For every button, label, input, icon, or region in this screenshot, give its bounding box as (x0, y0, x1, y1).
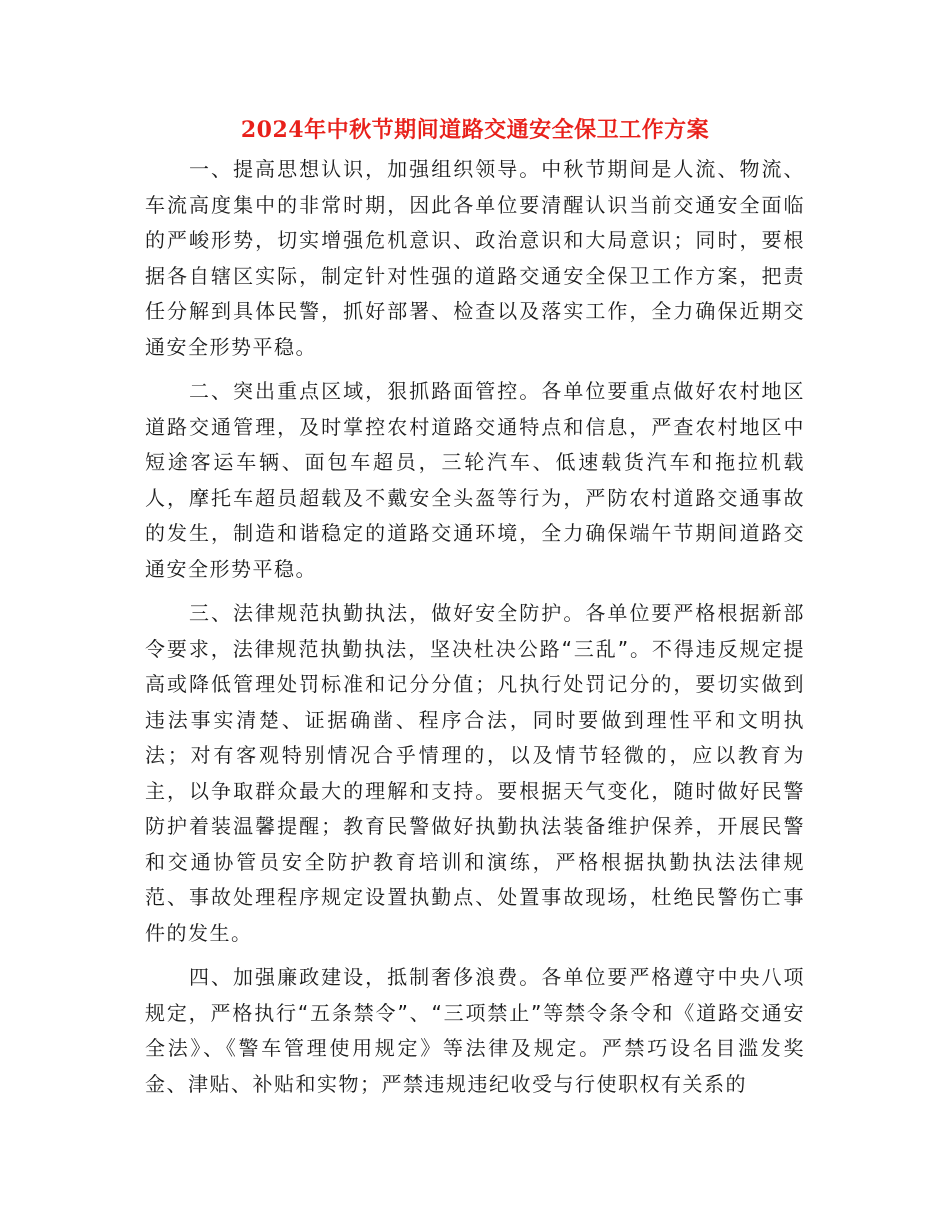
document-title: 2024年中秋节期间道路交通安全保卫工作方案 (240, 117, 710, 143)
paragraph-2: 二、突出重点区域，狠抓路面管控。各单位要重点做好农村地区道路交通管理，及时掌控农村道路交通特点和信息，严查农村地区中短途客运车辆、面包车超员，三轮汽车、低速载货汽车和拖拉机载人，摩托车超员超载及不戴安全头盔等行为，严防农村道路交通事故的发生，制造和谐稳定的道路交通环境，全力确保端午节期间道路交通安全形势平稳。 (145, 379, 805, 581)
paragraph-4: 四、加强廉政建设，抵制奢侈浪费。各单位要严格遵守中央八项规定，严格执行“五条禁令”、“三项禁止”等禁令条令和《道路交通安全法》、《警车管理使用规定》等法律及规定。严禁巧设名目滥发奖金、津贴、补贴和实物；严禁违规违纪收受与行使职权有关系的 (145, 965, 805, 1096)
document-body (145, 152, 805, 1111)
paragraph-3: 三、法律规范执勤执法，做好安全防护。各单位要严格根据新部令要求，法律规范执勤执法，坚决杜决公路“三乱”。不得违反规定提高或降低管理处罚标准和记分分值；凡执行处罚记分的，要切实做到违法事实清楚、证据确凿、程序合法，同时要做到理性平和文明执法；对有客观特别情况合乎情理的，以及情节轻微的，应以教育为主，以争取群众最大的理解和支持。要根据天气变化，随时做好民警防护着装温馨提醒；教育民警做好执勤执法装备维护保养，开展民警和交通协管员安全防护教育培训和演练，严格根据执勤执法法律规范、事故处理程序规定设置执勤点、处置事故现场，杜绝民警伤亡事件的发生。 (145, 601, 805, 945)
paragraph-1: 一、提高思想认识，加强组织领导。中秋节期间是人流、物流、车流高度集中的非常时期，因此各单位要清醒认识当前交通安全面临的严峻形势，切实增强危机意识、政治意识和大局意识；同时，要根据各自辖区实际，制定针对性强的道路交通安全保卫工作方案，把责任分解到具体民警，抓好部署、检查以及落实工作，全力确保近期交通安全形势平稳。 (145, 157, 805, 359)
